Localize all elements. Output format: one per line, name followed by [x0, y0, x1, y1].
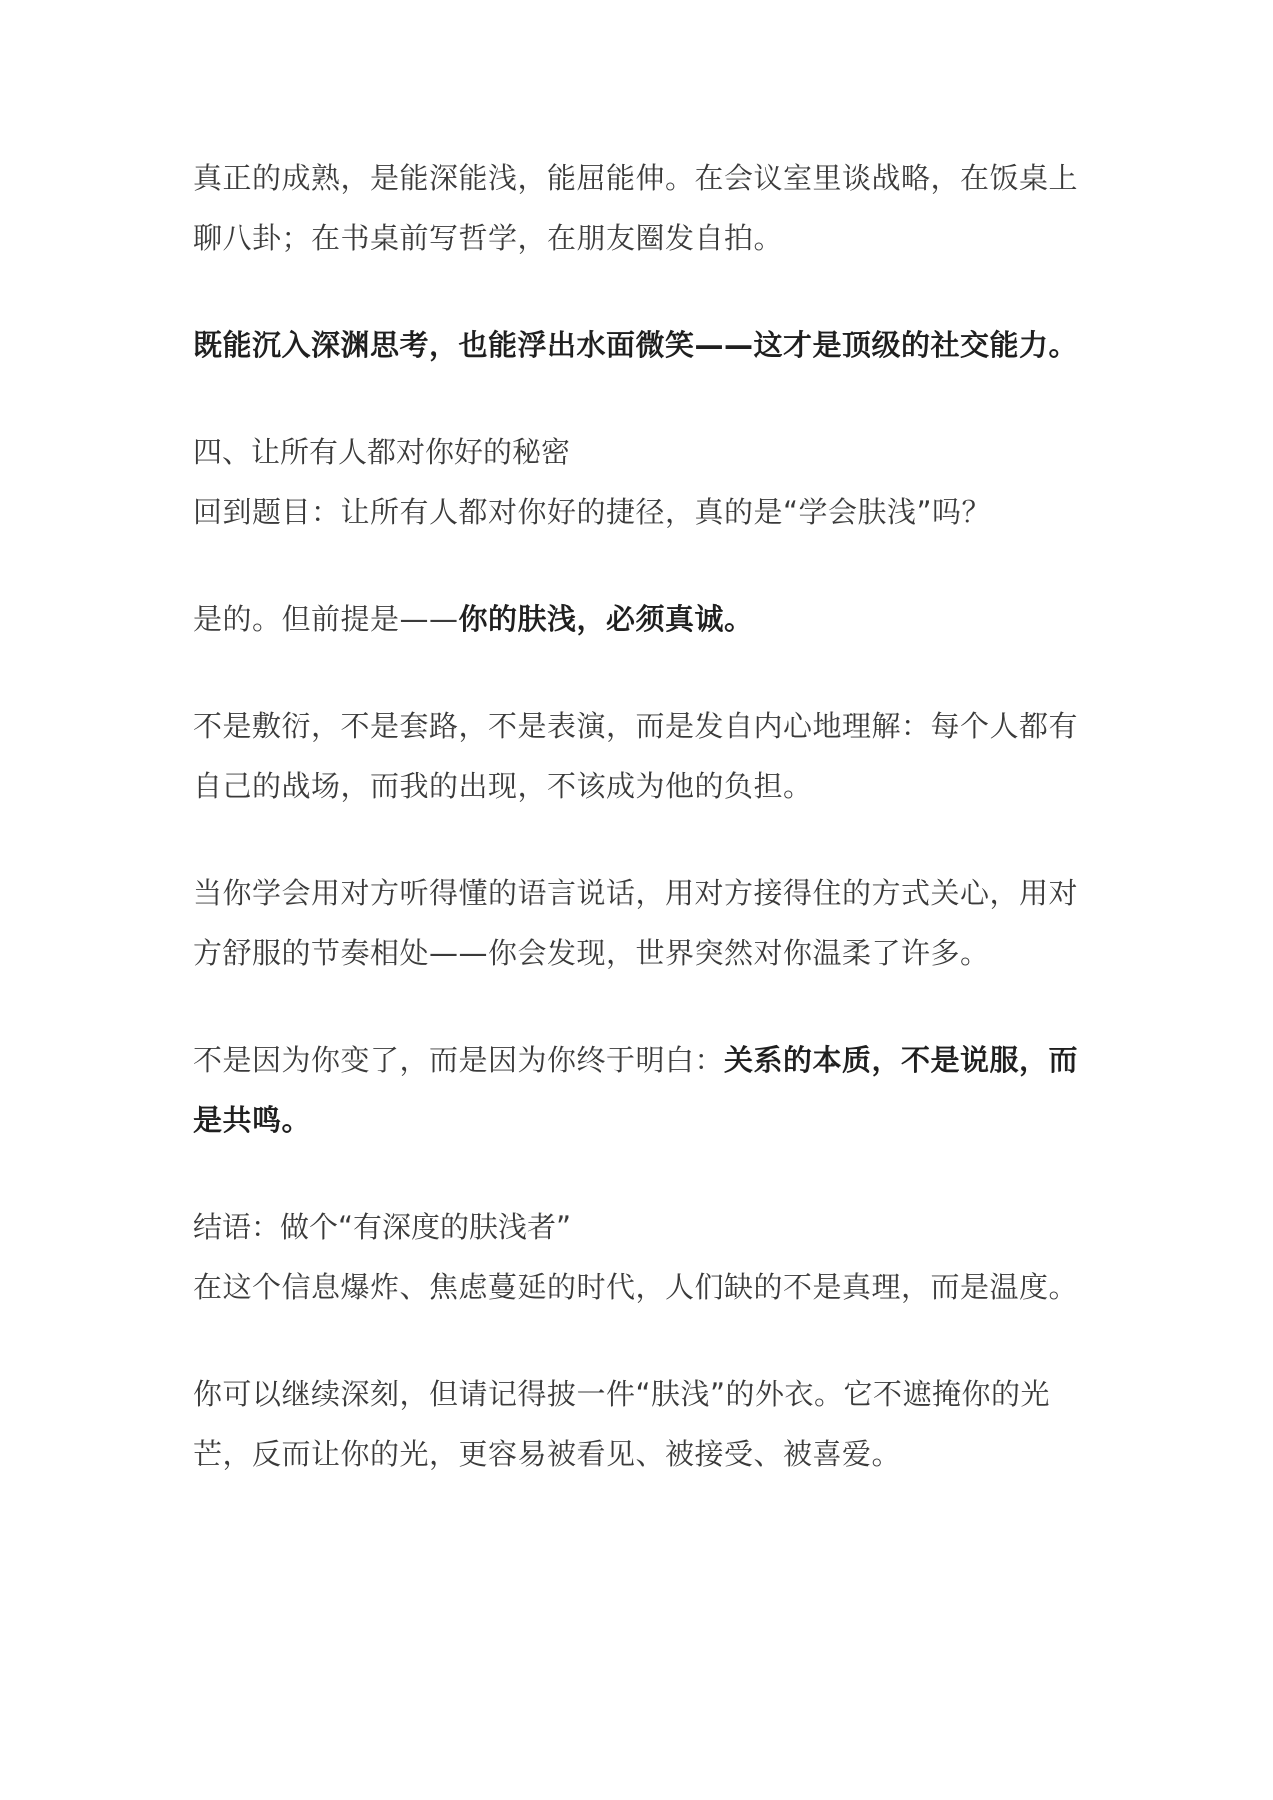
paragraph-social-ability: 既能沉入深渊思考，也能浮出水面微笑——这才是顶级的社交能力。: [193, 328, 1079, 362]
section-heading-conclusion: 结语：做个“有深度的肤浅者”: [193, 1210, 572, 1244]
paragraph-not-perfunctory: 不是敷衍，不是套路，不是表演，而是发自内心地理解：每个人都有自己的战场，而我的出现，不该成为他的负担。: [193, 709, 1079, 803]
paragraph-keep-deep: 你可以继续深刻，但请记得披一件“肤浅”的外衣。它不遮掩你的光芒，反而让你的光，更容易被看见、被接受、被喜爱。: [193, 1377, 1051, 1471]
document-body: [193, 148, 1088, 1484]
paragraph-relationship-lead: 不是因为你变了，而是因为你终于明白：: [193, 1043, 725, 1077]
paragraph-premise-lead: 是的。但前提是——: [193, 602, 459, 636]
paragraph-back-to-topic: 回到题目：让所有人都对你好的捷径，真的是“学会肤浅”吗？: [193, 495, 992, 529]
section-heading-four: 四、让所有人都对你好的秘密: [193, 435, 571, 469]
paragraph-mature: 真正的成熟，是能深能浅，能屈能伸。在会议室里谈战略，在饭桌上聊八卦；在书桌前写哲学，在朋友圈发自拍。: [193, 161, 1079, 255]
paragraph-premise: [193, 589, 1088, 649]
paragraph-premise-emphasis: 你的肤浅，必须真诚。: [458, 602, 754, 636]
paragraph-relationship: [193, 1030, 1088, 1150]
paragraph-language: 当你学会用对方听得懂的语言说话，用对方接得住的方式关心，用对方舒服的节奏相处——你会发现，世界突然对你温柔了许多。: [193, 876, 1079, 970]
paragraph-relationship-emphasis: 关系的本质，不是说服，而是共鸣。: [193, 1043, 1079, 1137]
paragraph-era: 在这个信息爆炸、焦虑蔓延的时代，人们缺的不是真理，而是温度。: [193, 1270, 1079, 1304]
